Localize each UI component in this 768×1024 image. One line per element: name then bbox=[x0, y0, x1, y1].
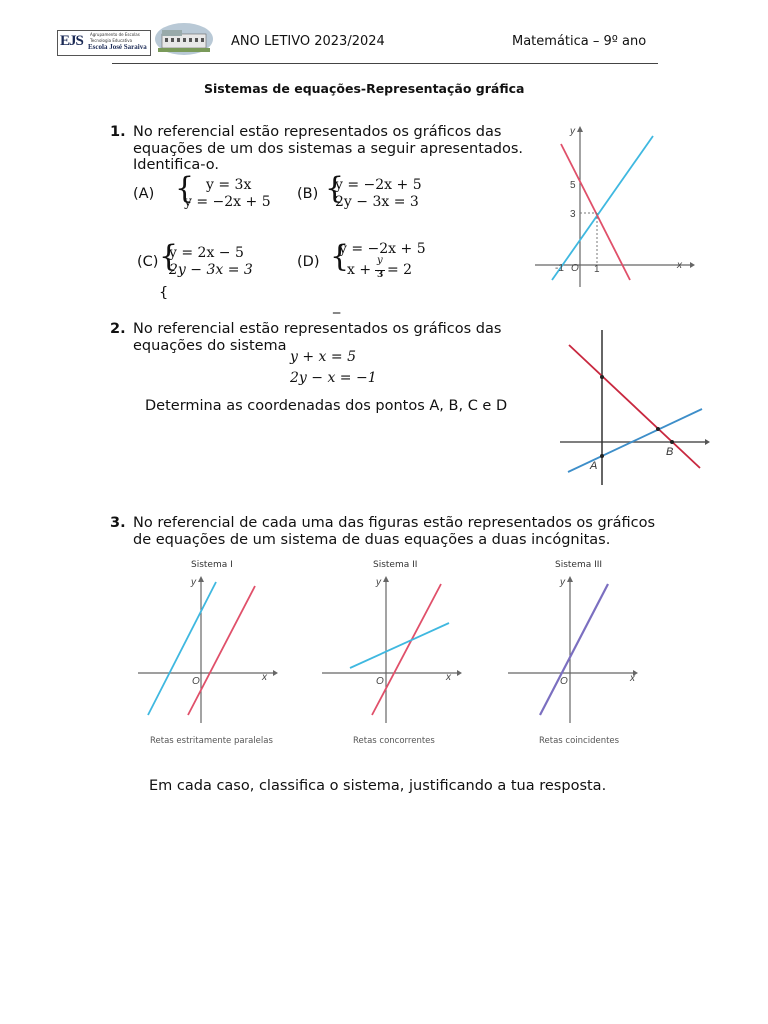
q1-number: 1. bbox=[110, 124, 126, 140]
option-d-fraction-num: y bbox=[377, 255, 383, 266]
sys2-x-label: x bbox=[446, 672, 451, 683]
sys1-red-line bbox=[188, 586, 255, 715]
sys1-blue-line bbox=[148, 582, 216, 715]
option-c-eq1: y = 2x − 5 bbox=[169, 245, 244, 261]
option-d-eq2-part2: = 2 bbox=[387, 262, 413, 278]
system-1-title: Sistema I bbox=[191, 560, 233, 570]
q2-number: 2. bbox=[110, 321, 126, 337]
option-b-brace: { bbox=[325, 171, 345, 206]
q2-text-line1: No referencial estão representados os gráficos das bbox=[133, 321, 502, 337]
school-logo bbox=[57, 30, 151, 56]
q1-tick-3: 3 bbox=[570, 209, 576, 220]
sys3-origin: O bbox=[560, 676, 568, 687]
q2-x-arrow bbox=[705, 439, 710, 445]
system-1-graph bbox=[138, 570, 278, 730]
option-a-eq1: y = 3x bbox=[206, 177, 252, 193]
stray-brace: { bbox=[159, 285, 169, 301]
option-c-brace: { bbox=[159, 239, 179, 274]
option-d-brace: { bbox=[330, 239, 350, 274]
q2-label-b: B bbox=[666, 446, 674, 458]
q1-x-arrow bbox=[690, 262, 695, 268]
school-year: ANO LETIVO 2023/2024 bbox=[231, 34, 385, 49]
system-2-caption: Retas concorrentes bbox=[353, 736, 435, 746]
sys1-origin: O bbox=[192, 676, 200, 687]
sys3-x-label: x bbox=[630, 673, 635, 684]
stray-dash: _ bbox=[333, 298, 341, 314]
system-3-graph bbox=[508, 570, 648, 730]
option-a-eq2: y = −2x + 5 bbox=[184, 194, 271, 210]
q3-instruction: Em cada caso, classifica o sistema, justificando a tua resposta. bbox=[149, 778, 607, 794]
option-b-eq2: 2y − 3x = 3 bbox=[335, 194, 419, 210]
sys3-y-label: y bbox=[560, 577, 565, 588]
system-3-caption: Retas coincidentes bbox=[539, 736, 620, 746]
q1-text-line1: No referencial estão representados os gráficos das bbox=[133, 124, 502, 140]
page-title: Sistemas de equações-Representação gráfica bbox=[204, 81, 525, 96]
q1-tick-5: 5 bbox=[570, 180, 576, 191]
logo-subtext-2: Tecnologia Educativa bbox=[90, 38, 133, 43]
q3-text-line2: de equações de um sistema de duas equações a duas incógnitas. bbox=[133, 532, 611, 548]
option-b-eq1: y = −2x + 5 bbox=[335, 177, 422, 193]
option-d-eq2-part1: x + bbox=[347, 262, 372, 278]
school-building-image bbox=[154, 22, 214, 56]
q2-red-line bbox=[569, 345, 700, 468]
sys2-origin: O bbox=[376, 676, 384, 687]
logo-school-name: Escola José Saraiva bbox=[88, 43, 147, 51]
option-a-label: (A) bbox=[133, 186, 155, 202]
system-2-title: Sistema II bbox=[373, 560, 418, 570]
q1-origin: O bbox=[571, 263, 579, 274]
header-divider bbox=[112, 63, 658, 64]
sys1-y-arrow bbox=[198, 576, 204, 582]
q2-label-a: A bbox=[590, 460, 598, 472]
q2-eq1: y + x = 5 bbox=[290, 349, 356, 365]
sys3-coincident-line bbox=[540, 584, 608, 715]
option-d-fraction-den: 3 bbox=[377, 270, 384, 280]
q2-instruction: Determina as coordenadas dos pontos A, B, C e D bbox=[145, 398, 508, 414]
system-1-caption: Retas estritamente paralelas bbox=[150, 736, 273, 746]
q1-tick-1: 1 bbox=[594, 264, 600, 275]
system-2-graph bbox=[322, 570, 462, 730]
sys2-y-arrow bbox=[383, 576, 389, 582]
subject: Matemática – 9º ano bbox=[512, 34, 647, 49]
sys1-x-arrow bbox=[273, 670, 278, 676]
q1-text-line2: equações de um dos sistemas a seguir apresentados. bbox=[133, 141, 524, 157]
sys2-y-label: y bbox=[376, 577, 381, 588]
option-c-eq2: 2y − 3x = 3 bbox=[169, 262, 253, 278]
q1-x-label: x bbox=[677, 260, 682, 271]
q3-text-line1: No referencial de cada uma das figuras estão representados os gráficos bbox=[133, 515, 656, 531]
q2-graph bbox=[560, 325, 712, 487]
q2-point-4 bbox=[600, 454, 604, 458]
sys2-x-arrow bbox=[457, 670, 462, 676]
q2-eq2: 2y − x = −1 bbox=[290, 370, 377, 386]
option-b-label: (B) bbox=[297, 186, 319, 202]
sys2-red-line bbox=[372, 584, 441, 715]
option-a-brace: { bbox=[175, 171, 195, 206]
q1-graph bbox=[535, 122, 695, 287]
sys1-y-label: y bbox=[191, 577, 196, 588]
sys1-x-label: x bbox=[262, 672, 267, 683]
option-d-label: (D) bbox=[297, 254, 320, 270]
q2-point-1 bbox=[600, 375, 604, 379]
q1-tick-m1: -1 bbox=[555, 263, 564, 274]
system-3-title: Sistema III bbox=[555, 560, 603, 570]
q3-number: 3. bbox=[110, 515, 126, 531]
option-d-eq1: y = −2x + 5 bbox=[339, 241, 426, 257]
option-c-label: (C) bbox=[137, 254, 159, 270]
q2-blue-line bbox=[568, 409, 702, 472]
q1-text-line3: Identifica-o. bbox=[133, 157, 220, 173]
logo-subtext-1: Agrupamento de Escolas bbox=[90, 32, 140, 37]
q1-y-arrow bbox=[577, 126, 583, 132]
q2-point-3 bbox=[670, 440, 674, 444]
logo-letters: EJS bbox=[60, 33, 83, 49]
sys3-y-arrow bbox=[567, 576, 573, 582]
q2-text-line2: equações do sistema bbox=[133, 338, 287, 354]
q1-y-label: y bbox=[570, 126, 575, 137]
q2-point-2 bbox=[656, 427, 660, 431]
